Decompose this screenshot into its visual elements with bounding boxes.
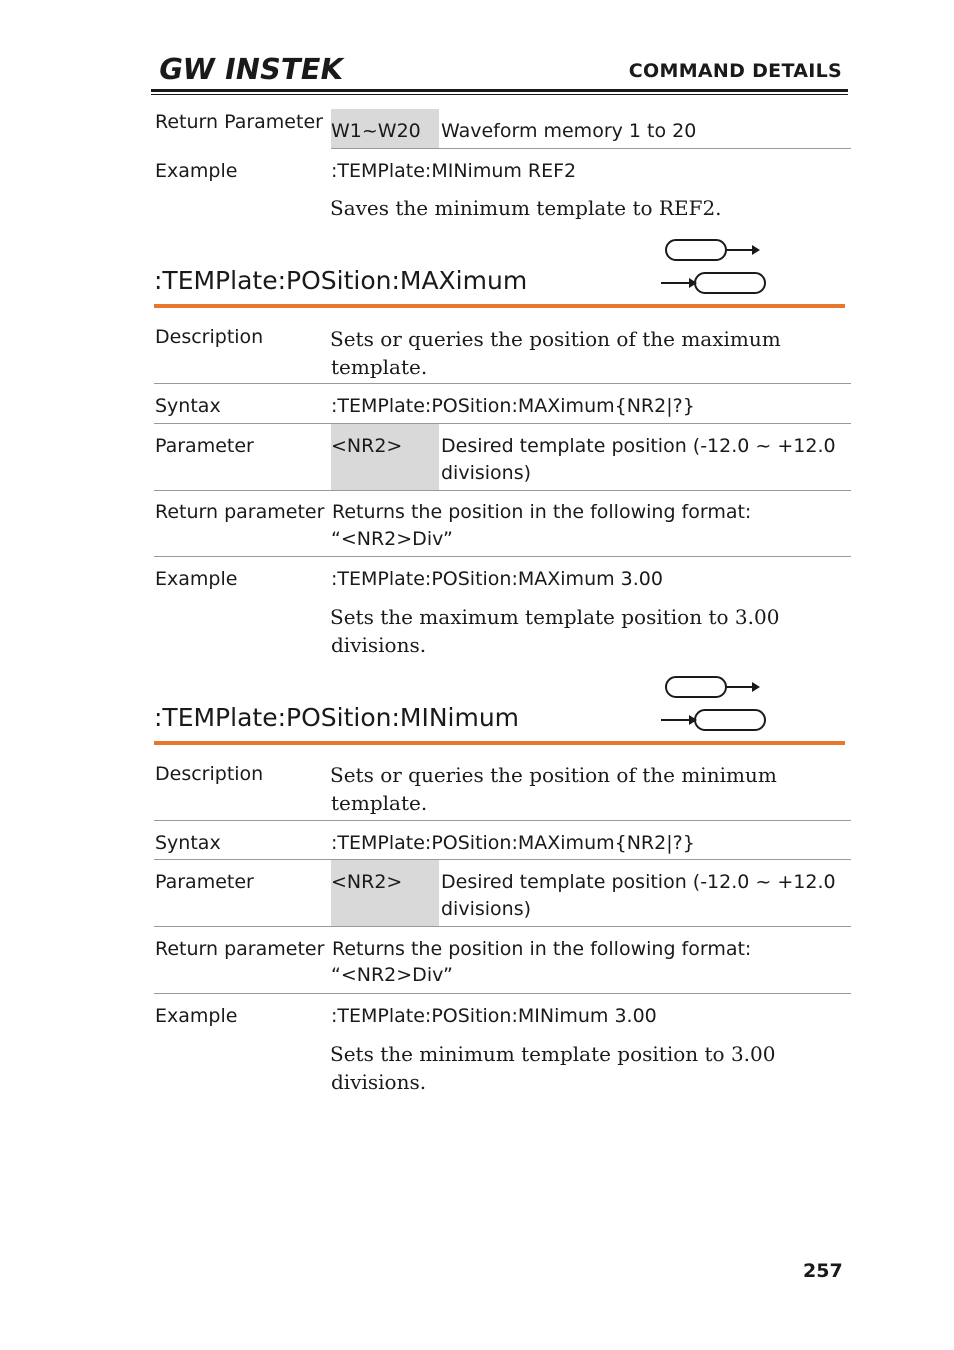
syntax-value: :TEMPlate:POSition:MAXimum{NR2|?} — [331, 395, 695, 417]
row-divider — [154, 926, 851, 927]
return-line-2: “<NR2>Div” — [331, 964, 453, 986]
description-label: Description — [155, 763, 264, 785]
row-divider — [331, 148, 851, 149]
example-line-2: divisions. — [331, 1070, 427, 1094]
brand-logo: GW INSTEK — [156, 52, 346, 86]
example-line-1: Sets the maximum template position to 3.00 — [330, 605, 780, 629]
row-divider — [154, 383, 851, 384]
page-number: 257 — [803, 1260, 843, 1282]
description-line-2: template. — [331, 355, 428, 379]
row-divider — [154, 556, 851, 557]
return-parameter-description: Waveform memory 1 to 20 — [441, 120, 697, 142]
description-line-1: Sets or queries the position of the maximum — [330, 327, 781, 351]
row-divider — [154, 490, 851, 491]
parameter-description-line-2: divisions) — [441, 898, 532, 920]
example-label: Example — [155, 1005, 238, 1027]
description-line-2: template. — [331, 791, 428, 815]
description-line-1: Sets or queries the position of the minimum — [330, 763, 777, 787]
return-parameter-label: Return Parameter — [155, 111, 323, 133]
set-query-icon — [660, 675, 770, 733]
syntax-label: Syntax — [155, 395, 221, 417]
set-query-icon — [660, 238, 770, 296]
parameter-label: Parameter — [155, 871, 254, 893]
section-title-min: :TEMPlate:POSition:MINimum — [154, 703, 520, 732]
example-line-1: Sets the minimum template position to 3.00 — [330, 1042, 776, 1066]
return-line-2: “<NR2>Div” — [331, 528, 453, 550]
example-command: :TEMPlate:POSition:MAXimum 3.00 — [331, 568, 663, 590]
example-description: Saves the minimum template to REF2. — [330, 196, 722, 220]
return-parameter-label: Return parameter — [155, 938, 325, 960]
row-divider — [154, 993, 851, 994]
return-line-1: Returns the position in the following format: — [332, 501, 752, 523]
example-label: Example — [155, 568, 238, 590]
example-command: :TEMPlate:POSition:MINimum 3.00 — [331, 1005, 657, 1027]
parameter-value: <NR2> — [331, 871, 403, 893]
section-rule — [154, 304, 845, 308]
section-title-max: :TEMPlate:POSition:MAXimum — [154, 266, 528, 295]
section-rule — [154, 741, 845, 745]
param-cell-bg — [331, 860, 439, 926]
return-line-1: Returns the position in the following format: — [332, 938, 752, 960]
param-cell-bg — [331, 424, 439, 490]
return-parameter-label: Return parameter — [155, 501, 325, 523]
header-rule-thin — [151, 94, 848, 95]
example-command: :TEMPlate:MINimum REF2 — [331, 160, 577, 182]
row-divider — [154, 423, 851, 424]
syntax-label: Syntax — [155, 832, 221, 854]
parameter-description-line-1: Desired template position (-12.0 ~ +12.0 — [441, 435, 836, 457]
parameter-label: Parameter — [155, 435, 254, 457]
example-label: Example — [155, 160, 238, 182]
row-divider — [154, 820, 851, 821]
parameter-description-line-1: Desired template position (-12.0 ~ +12.0 — [441, 871, 836, 893]
parameter-value: <NR2> — [331, 435, 403, 457]
parameter-description-line-2: divisions) — [441, 462, 532, 484]
example-line-2: divisions. — [331, 633, 427, 657]
description-label: Description — [155, 326, 264, 348]
header-rule — [151, 89, 848, 92]
syntax-value: :TEMPlate:POSition:MAXimum{NR2|?} — [331, 832, 695, 854]
header-section-title: COMMAND DETAILS — [628, 60, 842, 82]
row-divider — [154, 859, 851, 860]
return-parameter-value: W1~W20 — [331, 120, 421, 142]
